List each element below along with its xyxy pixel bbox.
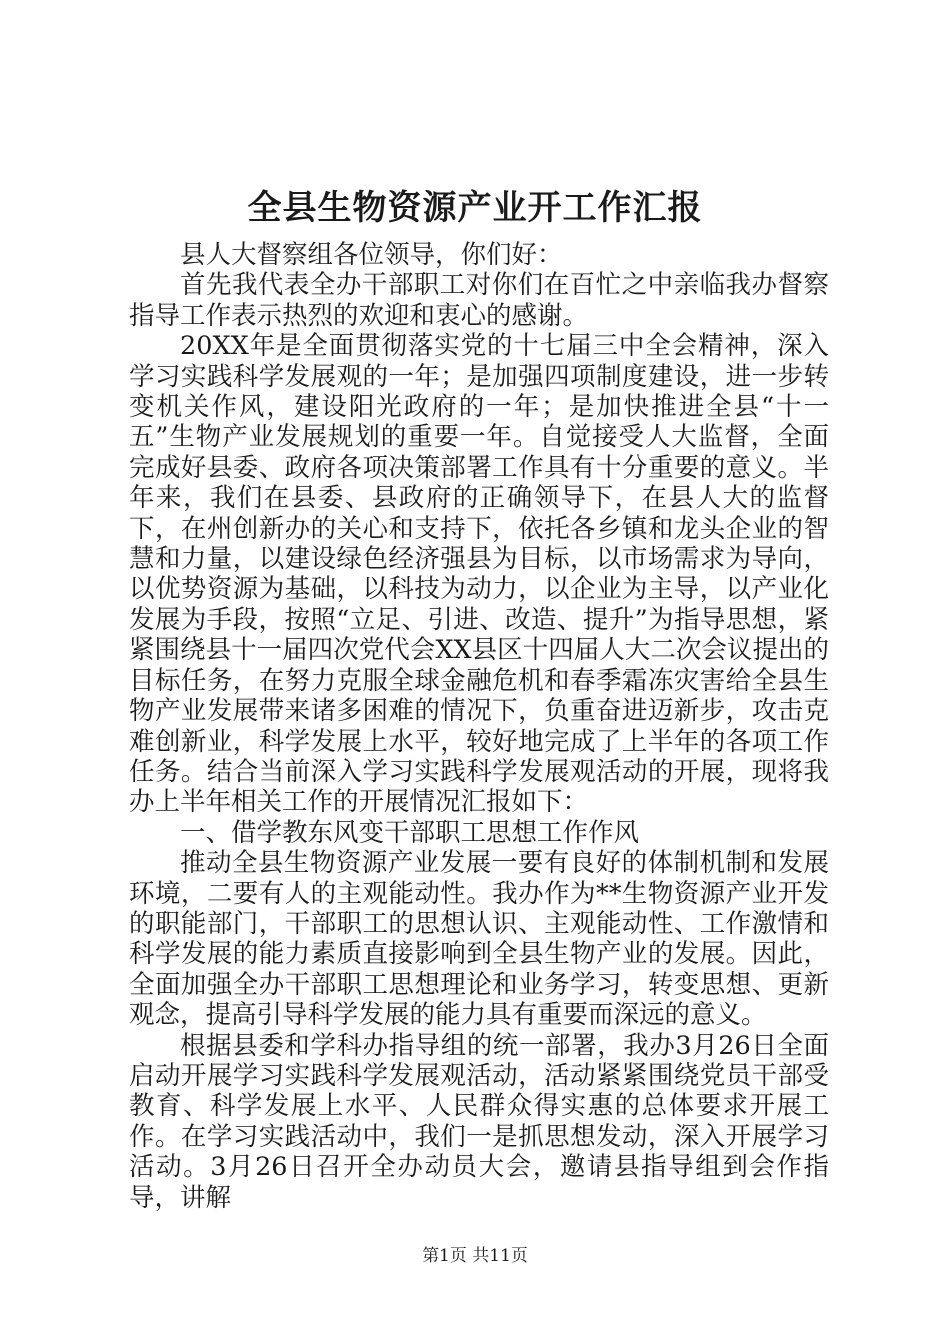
document-body (129, 240, 829, 1213)
section-paragraph-1: 推动全县生物资源产业发展一要有良好的体制机制和发展环境，二要有人的主观能动性。我办作为**生物资源产业开发的职能部门，干部职工的思想认识、主观能动性、工作激情和科学发展的能力素质直接影响到全县生物产业的发展。因此，全面加强全办干部职工思想理论和业务学习，转变思想、更新观念，提高引导科学发展的能力具有重要而深远的意义。 (129, 848, 829, 1031)
page-number-footer: 第1页 共11页 (422, 1246, 528, 1266)
section-heading-1: 一、借学教东风变干部职工思想工作作风 (180, 817, 640, 848)
intro-paragraph: 首先我代表全办干部职工对你们在百忙之中亲临我办督察指导工作表示热烈的欢迎和衷心的感谢。 (129, 270, 829, 331)
overview-paragraph: 20XX年是全面贯彻落实党的十七届三中全会精神，深入学习实践科学发展观的一年；是加强四项制度建设，进一步转变机关作风，建设阳光政府的一年；是加快推进全县“十一五”生物产业发展规划的重要一年。自觉接受人大监督，全面完成好县委、政府各项决策部署工作具有十分重要的意义。半年来，我们在县委、县政府的正确领导下，在县人大的监督下，在州创新办的关心和支持下，依托各乡镇和龙头企业的智慧和力量，以建设绿色经济强县为目标，以市场需求为导向，以优势资源为基础，以科技为动力，以企业为主导，以产业化发展为手段，按照“立足、引进、改造、提升”为指导思想，紧紧围绕县十一届四次党代会XX县区十四届人大二次会议提出的目标任务，在努力克服全球金融危机和春季霜冻灾害给全县生物产业发展带来诸多困难的情况下，负重奋进迈新步，攻击克难创新业，科学发展上水平，较好地完成了上半年的各项工作任务。结合当前深入学习实践科学发展观活动的开展，现将我办上半年相关工作的开展情况汇报如下： (129, 331, 829, 818)
section-paragraph-2: 根据县委和学科办指导组的统一部署，我办3月26日全面启动开展学习实践科学发展观活动，活动紧紧围绕党员干部受教育、科学发展上水平、人民群众得实惠的总体要求开展工作。在学习实践活动中，我们一是抓思想发动，深入开展学习活动。3月26日召开全办动员大会，邀请县指导组到会作指导，讲解 (129, 1030, 829, 1213)
document-title: 全县生物资源产业开工作汇报 (247, 188, 703, 228)
salutation-paragraph: 县人大督察组各位领导，你们好： (180, 240, 563, 270)
